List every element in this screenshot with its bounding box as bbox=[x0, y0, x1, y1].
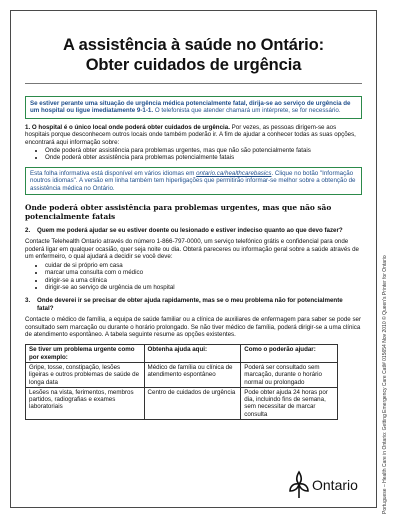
question-3-number: 3. bbox=[25, 297, 31, 305]
question-2-number: 2. bbox=[25, 227, 31, 235]
languages-box bbox=[25, 167, 362, 195]
document-page bbox=[10, 10, 377, 508]
section-1-text: Por vezes, as pessoas dirigem-se aos hospitais porque desconhecem outros locais onde também poderão ir. A fim de ajudar a conhecer todas as suas opções, encontrará aqui informação sobre: bbox=[25, 123, 356, 146]
question-2-body: Contacte Telehealth Ontario através do número 1-866-797-0000, um serviço telefónico grátis e confidencial para onde poderá ligar em qualquer ocasião, quer seja noite ou dia. Obterá pareceres ou informação geral sobre a saúde através de um enfermeiro, o qual ajudará a decidir se você deve: bbox=[25, 238, 359, 261]
table-header: Se tiver um problema urgente como por exemplo: bbox=[26, 345, 145, 363]
table-header: Obtenha ajuda aqui: bbox=[144, 345, 241, 363]
emergency-notice-bold: Se estiver perante uma situação de urgência médica potencialmente fatal, dirija-se ao serviço de urgência de um hospital ou ligue imediatamente 9-1-1. bbox=[30, 100, 351, 115]
languages-text-pre: Esta folha informativa está disponível em vários idiomas em bbox=[30, 169, 197, 177]
emergency-notice bbox=[25, 96, 362, 119]
ontario-logo-text: Ontario bbox=[312, 477, 358, 493]
table-row bbox=[26, 362, 338, 387]
emergency-notice-rest: O telefonista que atender chamará um intérprete, se for necessário. bbox=[153, 107, 341, 115]
section-1-list bbox=[11, 147, 376, 162]
title-line-2: Obter cuidados de urgência bbox=[85, 56, 302, 74]
table-row bbox=[26, 387, 338, 419]
trillium-icon bbox=[288, 470, 310, 500]
list-item: • dirigir-se ao serviço de urgência de um hospital bbox=[45, 284, 376, 291]
question-2 bbox=[25, 227, 362, 234]
title-rule bbox=[25, 83, 362, 84]
section-heading-urgent: Onde poderá obter assistência para problemas urgentes, mas que não são potencialmente fatais bbox=[25, 203, 332, 222]
section-1 bbox=[25, 124, 362, 146]
table-cell: Gripe, tosse, constipação, lesões ligeiras e outros problemas de saúde de longa data bbox=[26, 362, 145, 387]
list-item: • Onde poderá obter assistência para problemas potencialmente fatais bbox=[45, 154, 376, 161]
side-footer-text: Portuguese – Health Care in Ontario: Getting Emergency Care Catl# 015654 Nov 2010 © Queen's Printer for Ontario bbox=[382, 255, 388, 514]
languages-text-post: . Clique no botão "Informação noutros idiomas". A versão em linha também tem hiperligações que permitirão informar-se melhor sobre a obtenção de assistência médica no Ontário. bbox=[30, 169, 356, 192]
question-2-text: Quem me poderá ajudar se eu estiver doente ou lesionado e estiver indeciso quanto ao que devo fazer? bbox=[37, 227, 343, 235]
table-cell: Centro de cuidados de urgência bbox=[144, 387, 241, 419]
list-item: • marcar uma consulta com o médico bbox=[45, 269, 376, 276]
question-2-list bbox=[11, 262, 376, 292]
section-1-heading: 1. O hospital é o único local onde poderá obter cuidados de urgência. bbox=[25, 123, 230, 131]
question-3-text: Onde deverei ir se precisar de obter ajuda rapidamente, mas se o meu problema não for potencialmente fatal? bbox=[37, 297, 343, 312]
page-title bbox=[11, 35, 376, 75]
table-cell: Médico de família ou clínica de atendimento espontâneo bbox=[144, 362, 241, 387]
list-item: • dirigir-se a uma clínica bbox=[45, 277, 376, 284]
title-line-1: A assistência à saúde no Ontário: bbox=[62, 36, 325, 54]
list-item: • cuidar de si próprio em casa bbox=[45, 262, 376, 269]
table-cell: Lesões na vista, ferimentos, membros partidos, radiografias e exames laboratoriais bbox=[26, 387, 145, 419]
question-3 bbox=[25, 297, 362, 312]
question-3-body: Contacte o médico de família, a equipa de saúde familiar ou a clínica de auxiliares de enfermagem para saber se pode ser consultado sem marcação ou durante o horário prolongado. Se não tiver médico de família, poderá dirigir-se a uma clínica de atendimento espontâneo. A tabela seguinte resume as opções existentes. bbox=[25, 316, 362, 338]
table-cell: Poderá ser consultado sem marcação, durante o horário normal ou prolongado bbox=[241, 362, 338, 387]
ontario-logo bbox=[288, 468, 368, 502]
urgent-care-table bbox=[25, 344, 338, 420]
list-item: • Onde poderá obter assistência para problemas urgentes, mas que não são potencialmente fatais bbox=[45, 147, 376, 154]
healthcarebasics-link[interactable]: ontario.ca/healthcarebasics bbox=[196, 169, 272, 177]
table-cell: Pode obter ajuda 24 horas por dia, incluindo fins de semana, sem necessitar de marcar consulta bbox=[241, 387, 338, 419]
table-header-row bbox=[26, 345, 338, 363]
table-header: Como o poderão ajudar: bbox=[241, 345, 338, 363]
